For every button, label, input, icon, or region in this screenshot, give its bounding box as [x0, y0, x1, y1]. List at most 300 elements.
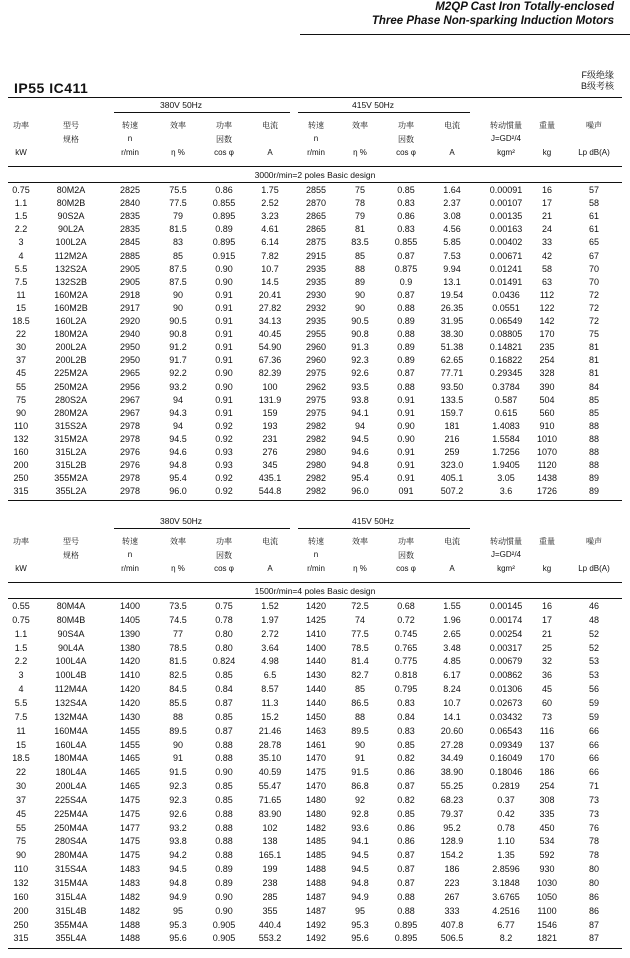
table-row	[8, 184, 622, 196]
cell-speed-415: 2935	[305, 263, 327, 274]
cell-inertia: 1.7256	[492, 447, 520, 457]
cell-noise: 61	[588, 211, 599, 222]
cell-power-factor-415: 0.82	[397, 794, 415, 805]
cell-noise: 78	[588, 836, 599, 847]
header-current-415: A	[449, 564, 455, 573]
cell-power-factor-380: 0.91	[215, 289, 233, 300]
cell-model: 132M4A	[54, 711, 88, 722]
protection-class: IP55 IC411	[14, 80, 89, 96]
header-efficiency-380: η %	[171, 564, 185, 573]
table-row	[8, 472, 622, 484]
cell-speed-380: 1455	[119, 739, 141, 750]
cell-inertia: 0.00317	[489, 642, 523, 653]
cell-noise: 89	[588, 473, 599, 484]
table-row	[8, 766, 622, 778]
cell-efficiency-415: 95.3	[351, 919, 369, 930]
cell-efficiency-380: 94	[172, 394, 183, 405]
cell-model: 280M2A	[54, 407, 88, 418]
cell-model: 225M2A	[54, 368, 88, 379]
header-inertia: kgm²	[497, 148, 515, 157]
cell-speed-380: 1410	[119, 670, 141, 681]
cell-efficiency-380: 94.8	[169, 460, 187, 471]
cell-power-factor-380: 0.90	[215, 276, 233, 287]
cell-power: 5.5	[14, 697, 28, 708]
cell-current-415: 407.8	[440, 919, 464, 930]
cell-noise: 59	[588, 711, 599, 722]
cell-model: 315L2A	[55, 447, 87, 457]
cell-power-factor-380: 0.92	[215, 420, 233, 431]
cell-efficiency-380: 82.5	[169, 670, 187, 681]
cell-efficiency-415: 89	[354, 276, 365, 287]
cell-weight: 235	[539, 342, 555, 353]
cell-speed-380: 2917	[119, 302, 141, 313]
cell-efficiency-380: 88	[172, 711, 183, 722]
cell-inertia: 1.9405	[492, 460, 520, 471]
cell-speed-415: 2982	[305, 420, 327, 431]
cell-power-factor-415: 0.87	[397, 250, 415, 261]
cell-model: 90L4A	[57, 642, 85, 653]
header-noise: Lp dB(A)	[578, 148, 610, 157]
cell-power: 75	[15, 836, 26, 847]
cell-noise: 61	[588, 224, 599, 235]
cell-power-factor-380: 0.88	[215, 822, 233, 833]
cell-power: 30	[15, 342, 26, 353]
cell-power: 1.1	[14, 628, 28, 639]
cell-current-415: 405.1	[440, 473, 464, 484]
cell-speed-415: 1470	[305, 781, 327, 792]
cell-noise: 75	[588, 329, 599, 340]
cell-efficiency-415: 88	[354, 263, 365, 274]
cell-noise: 52	[588, 628, 599, 639]
cell-model: 225S4A	[54, 794, 88, 805]
cell-power-factor-415: 0.89	[397, 316, 415, 326]
cell-power: 22	[15, 329, 26, 340]
cell-speed-415: 1487	[305, 891, 327, 902]
cell-efficiency-415: 81.4	[351, 656, 369, 667]
cell-weight: 58	[541, 263, 552, 274]
cell-speed-380: 1400	[119, 601, 141, 611]
cell-power-factor-380: 0.92	[215, 433, 233, 444]
cell-weight: 1821	[536, 933, 558, 944]
cell-current-415: 34.49	[440, 753, 464, 764]
cell-power: 18.5	[12, 753, 30, 764]
header-current-380: A	[267, 564, 273, 573]
cell-efficiency-415: 94.1	[351, 836, 369, 847]
cell-power: 45	[15, 368, 26, 379]
cell-power: 0.55	[12, 601, 30, 611]
header-inertia: J=GD²/4	[490, 550, 521, 559]
header-current-380: 电流	[262, 537, 278, 546]
cell-noise: 81	[588, 342, 599, 353]
cell-speed-415: 2982	[305, 486, 327, 497]
cell-current-380: 55.47	[258, 781, 282, 792]
cell-power-factor-380: 0.895	[212, 237, 236, 248]
cell-current-415: 3.48	[443, 642, 461, 653]
cell-power-factor-380: 0.80	[215, 642, 233, 653]
cell-power: 1.5	[14, 211, 28, 222]
header-speed-415: n	[313, 134, 319, 143]
cell-efficiency-415: 81	[354, 224, 365, 235]
cell-inertia: 0.00671	[489, 250, 523, 261]
cell-noise: 86	[588, 905, 599, 916]
cell-efficiency-415: 94.9	[351, 891, 369, 902]
cell-efficiency-380: 89.5	[169, 725, 187, 736]
cell-power-factor-415: 0.745	[394, 628, 418, 639]
cell-speed-380: 2825	[119, 185, 141, 195]
cell-noise: 66	[588, 767, 599, 778]
header-weight: 重量	[539, 537, 555, 546]
cell-power: 90	[15, 407, 26, 418]
table-row	[8, 614, 622, 626]
cell-efficiency-415: 86.5	[351, 697, 369, 708]
cell-model: 100L4B	[55, 670, 87, 681]
header-current-415: A	[449, 148, 455, 157]
cell-inertia: 0.08805	[489, 329, 523, 340]
cell-efficiency-415: 94.1	[351, 407, 369, 418]
cell-current-415: 6.17	[443, 670, 461, 681]
cell-weight: 308	[539, 794, 555, 805]
cell-current-415: 1.55	[443, 601, 461, 611]
cell-power: 132	[13, 433, 29, 444]
cell-efficiency-380: 93.2	[169, 381, 187, 392]
cell-speed-380: 2965	[119, 368, 141, 379]
table-top-rule	[8, 97, 622, 98]
cell-model: 200L4A	[55, 781, 87, 792]
column-header-row2	[8, 134, 622, 146]
cell-inertia: 0.00254	[489, 628, 523, 639]
cell-current-415: 38.30	[440, 329, 464, 340]
column-header-row2	[8, 550, 622, 562]
cell-model: 200L2B	[55, 355, 87, 366]
table-row	[8, 407, 622, 419]
cell-efficiency-415: 83.5	[351, 237, 369, 248]
cell-noise: 66	[588, 739, 599, 750]
cell-speed-380: 1420	[119, 697, 141, 708]
cell-power: 7.5	[14, 711, 28, 722]
cell-inertia: 0.00135	[489, 211, 523, 222]
cell-power: 7.5	[14, 276, 28, 287]
cell-efficiency-380: 87.5	[169, 263, 187, 274]
cell-model: 112M2A	[54, 250, 88, 261]
cell-speed-415: 1485	[305, 836, 327, 847]
cell-current-415: 62.65	[440, 355, 464, 366]
cell-current-380: 11.3	[261, 697, 279, 708]
header-power: kW	[15, 148, 27, 157]
cell-power-factor-415: 0.85	[397, 739, 415, 750]
header-efficiency-415: η %	[353, 148, 367, 157]
cell-power-factor-415: 0.91	[397, 447, 415, 457]
cell-speed-415: 2955	[305, 329, 327, 340]
table-row	[8, 328, 622, 340]
cell-current-380: 40.45	[258, 329, 282, 340]
cell-power-factor-380: 0.91	[215, 302, 233, 313]
cell-noise: 73	[588, 808, 599, 819]
cell-current-380: 435.1	[258, 473, 282, 484]
cell-efficiency-415: 94.5	[351, 864, 369, 875]
cell-power-factor-380: 0.88	[215, 739, 233, 750]
header-power-factor-380: cos φ	[214, 148, 234, 157]
cell-power-factor-380: 0.85	[215, 711, 233, 722]
cell-speed-380: 2905	[119, 263, 141, 274]
cell-current-380: 199	[262, 864, 278, 875]
cell-noise: 80	[588, 878, 599, 888]
cell-inertia: 0.00174	[489, 614, 523, 625]
cell-model: 280S4A	[54, 836, 88, 847]
table-row	[8, 932, 622, 944]
table-row	[8, 446, 622, 458]
cell-speed-380: 2950	[119, 355, 141, 366]
cell-efficiency-415: 92.8	[351, 808, 369, 819]
header-inertia: J=GD²/4	[490, 134, 521, 143]
cell-power-factor-415: 0.795	[394, 684, 418, 695]
cell-current-380: 165.1	[258, 850, 282, 861]
cell-power: 11	[16, 289, 26, 300]
cell-current-380: 138	[262, 836, 278, 847]
cell-power-factor-380: 0.90	[215, 891, 233, 902]
cell-current-380: 102	[262, 822, 278, 833]
cell-speed-415: 1470	[305, 753, 327, 764]
cell-speed-380: 2978	[119, 433, 141, 444]
cell-current-415: 95.2	[443, 822, 461, 833]
cell-power-factor-415: 0.765	[394, 642, 418, 653]
cell-speed-380: 1475	[119, 850, 141, 861]
cell-power: 15	[15, 302, 26, 313]
table-row	[8, 223, 622, 235]
cell-efficiency-415: 90	[354, 302, 365, 313]
header-power-factor-380: cos φ	[214, 564, 234, 573]
cell-model: 80M4B	[56, 614, 86, 625]
cell-power-factor-415: 0.85	[397, 808, 415, 819]
cell-noise: 89	[588, 486, 599, 497]
cell-power-factor-415: 0.86	[397, 836, 415, 847]
cell-weight: 17	[541, 614, 552, 625]
cell-power: 11	[16, 725, 26, 736]
cell-power: 160	[13, 447, 29, 457]
table-row	[8, 341, 622, 353]
cell-efficiency-415: 93.6	[351, 822, 369, 833]
cell-inertia: 0.00091	[489, 185, 523, 195]
cell-speed-415: 2855	[305, 185, 327, 195]
header-current-380: 电流	[262, 121, 278, 130]
cell-noise: 65	[588, 237, 599, 248]
cell-weight: 1438	[536, 473, 558, 484]
cell-current-415: 4.56	[443, 224, 461, 235]
cell-weight: 1030	[536, 878, 558, 888]
cell-noise: 48	[588, 614, 599, 625]
cell-speed-415: 2930	[305, 289, 327, 300]
cell-speed-380: 1430	[119, 711, 141, 722]
cell-speed-380: 1475	[119, 794, 141, 805]
cell-efficiency-380: 90	[172, 289, 183, 300]
cell-speed-415: 2975	[305, 394, 327, 405]
cell-speed-415: 1440	[305, 684, 327, 695]
cell-weight: 16	[541, 601, 552, 611]
cell-current-415: 159.7	[440, 407, 464, 418]
header-weight: kg	[542, 564, 552, 573]
cell-current-380: 6.5	[263, 670, 277, 681]
table-row	[8, 420, 622, 432]
cell-noise: 52	[588, 642, 599, 653]
cell-weight: 45	[541, 684, 552, 695]
cell-model: 180L4A	[55, 767, 87, 778]
cell-speed-415: 2935	[305, 276, 327, 287]
cell-power-factor-415: 0.895	[394, 933, 418, 944]
cell-efficiency-415: 89.5	[351, 725, 369, 736]
header-speed-380: r/min	[121, 564, 139, 573]
cell-speed-415: 2935	[305, 316, 327, 326]
cell-power: 250	[13, 919, 29, 930]
voltage-380-label: 380V 50Hz	[160, 516, 203, 526]
cell-model: 80M2A	[56, 185, 86, 195]
table-row	[8, 315, 622, 327]
cell-speed-380: 1390	[119, 628, 141, 639]
cell-model: 200L2A	[55, 342, 87, 353]
cell-power-factor-380: 0.88	[215, 808, 233, 819]
cell-inertia: 3.6	[499, 486, 513, 497]
cell-inertia: 0.00107	[489, 198, 523, 209]
cell-current-380: 231	[262, 433, 278, 444]
cell-current-415: 4.85	[443, 656, 461, 667]
cell-noise: 72	[588, 302, 599, 313]
column-header-row3	[8, 564, 622, 576]
cell-model: 315L2B	[55, 460, 87, 471]
cell-model: 90S4A	[57, 628, 85, 639]
cell-weight: 1726	[536, 486, 558, 497]
cell-power-factor-380: 0.86	[215, 185, 233, 195]
cell-speed-380: 1475	[119, 836, 141, 847]
cell-power-factor-415: 0.87	[397, 289, 415, 300]
cell-power-factor-380: 0.87	[215, 697, 233, 708]
cell-power-factor-380: 0.89	[215, 878, 233, 888]
cell-efficiency-415: 94.5	[351, 433, 369, 444]
cell-inertia: 0.06543	[489, 725, 523, 736]
cell-model: 132S2A	[54, 263, 88, 274]
table-row	[8, 697, 622, 709]
cell-inertia: 1.4083	[492, 420, 520, 431]
header-noise: 噪声	[586, 537, 602, 546]
cell-speed-415: 1480	[305, 808, 327, 819]
cell-power: 160	[13, 891, 29, 902]
header-current-380: A	[267, 148, 273, 157]
cell-power-factor-415: 0.88	[397, 381, 415, 392]
cell-power-factor-380: 0.85	[215, 781, 233, 792]
cell-power-factor-415: 0.91	[397, 473, 415, 484]
cell-speed-415: 1487	[305, 905, 327, 916]
cell-current-415: 7.53	[443, 250, 461, 261]
cell-power-factor-380: 0.92	[215, 486, 233, 497]
cell-efficiency-380: 90	[172, 739, 183, 750]
cell-speed-380: 2835	[119, 211, 141, 222]
cell-efficiency-380: 90.5	[169, 316, 187, 326]
cell-efficiency-380: 94.6	[169, 447, 187, 457]
cell-model: 132S2B	[54, 276, 88, 287]
cell-current-415: 181	[444, 420, 460, 431]
table-row	[8, 863, 622, 875]
cell-power-factor-380: 0.90	[215, 368, 233, 379]
cell-current-415: 323.0	[440, 460, 464, 471]
header-power-factor-380: 因数	[216, 135, 232, 144]
voltage-380-rule	[114, 112, 290, 113]
cell-speed-380: 2918	[119, 289, 141, 300]
cell-power-factor-415: 0.88	[397, 905, 415, 916]
cell-weight: 254	[539, 781, 555, 792]
cell-speed-415: 1420	[305, 601, 327, 611]
table-row	[8, 891, 622, 903]
cell-speed-380: 2967	[119, 407, 141, 418]
cell-speed-415: 2870	[305, 198, 327, 209]
cell-power: 37	[15, 794, 26, 805]
document-title-line2: Three Phase Non-sparking Induction Motors	[371, 15, 614, 27]
cell-current-415: 259	[444, 447, 460, 457]
cell-power-factor-380: 0.905	[212, 933, 236, 944]
cell-noise: 84	[588, 381, 599, 392]
cell-efficiency-415: 94.5	[351, 850, 369, 861]
cell-power-factor-380: 0.895	[212, 211, 236, 222]
cell-power-factor-415: 0.88	[397, 329, 415, 340]
cell-efficiency-415: 93.8	[351, 394, 369, 405]
cell-weight: 930	[539, 864, 555, 875]
cell-noise: 88	[588, 447, 599, 457]
cell-noise: 78	[588, 850, 599, 861]
cell-model: 315M2A	[54, 433, 88, 444]
cell-current-380: 131.9	[258, 394, 282, 405]
header-rule	[300, 34, 630, 35]
table-row	[8, 739, 622, 751]
cell-power-factor-415: 0.88	[397, 302, 415, 313]
cell-efficiency-380: 84.5	[169, 684, 187, 695]
cell-inertia: 0.03432	[489, 711, 523, 722]
cell-efficiency-380: 79	[172, 211, 183, 222]
cell-model: 280S2A	[54, 394, 88, 405]
cell-current-380: 440.4	[258, 919, 282, 930]
cell-speed-415: 2865	[305, 211, 327, 222]
cell-power-factor-415: 0.87	[397, 878, 415, 888]
cell-power-factor-380: 0.87	[215, 725, 233, 736]
cell-model: 100L2A	[55, 237, 87, 248]
cell-power: 45	[15, 808, 26, 819]
header-current-415: 电流	[444, 121, 460, 130]
cell-current-415: 506.5	[440, 933, 464, 944]
cell-power-factor-380: 0.88	[215, 850, 233, 861]
cell-speed-415: 1492	[305, 933, 327, 944]
cell-speed-380: 2950	[119, 342, 141, 353]
table-row	[8, 367, 622, 379]
cell-speed-415: 1492	[305, 919, 327, 930]
cell-model: 225M4A	[54, 808, 88, 819]
cell-weight: 186	[539, 767, 555, 778]
cell-power-factor-415: 0.875	[394, 263, 418, 274]
cell-efficiency-415: 95	[354, 905, 365, 916]
header-inertia: kgm²	[497, 564, 515, 573]
cell-inertia: 0.14821	[489, 342, 523, 353]
cell-current-380: 10.7	[261, 263, 279, 274]
table-row	[8, 289, 622, 301]
cell-weight: 534	[539, 836, 555, 847]
cell-weight: 33	[541, 237, 552, 248]
cell-efficiency-415: 88	[354, 711, 365, 722]
cell-noise: 88	[588, 420, 599, 431]
cell-current-380: 1.75	[261, 185, 279, 195]
cell-power-factor-380: 0.85	[215, 670, 233, 681]
cell-current-415: 333	[444, 905, 460, 916]
cell-speed-415: 2875	[305, 237, 327, 248]
table-row	[8, 433, 622, 445]
table-row	[8, 485, 622, 497]
cell-efficiency-380: 93.8	[169, 836, 187, 847]
cell-power-factor-415: 091	[398, 486, 414, 497]
cell-model: 112M4A	[54, 684, 88, 695]
cell-efficiency-380: 95.3	[169, 919, 187, 930]
